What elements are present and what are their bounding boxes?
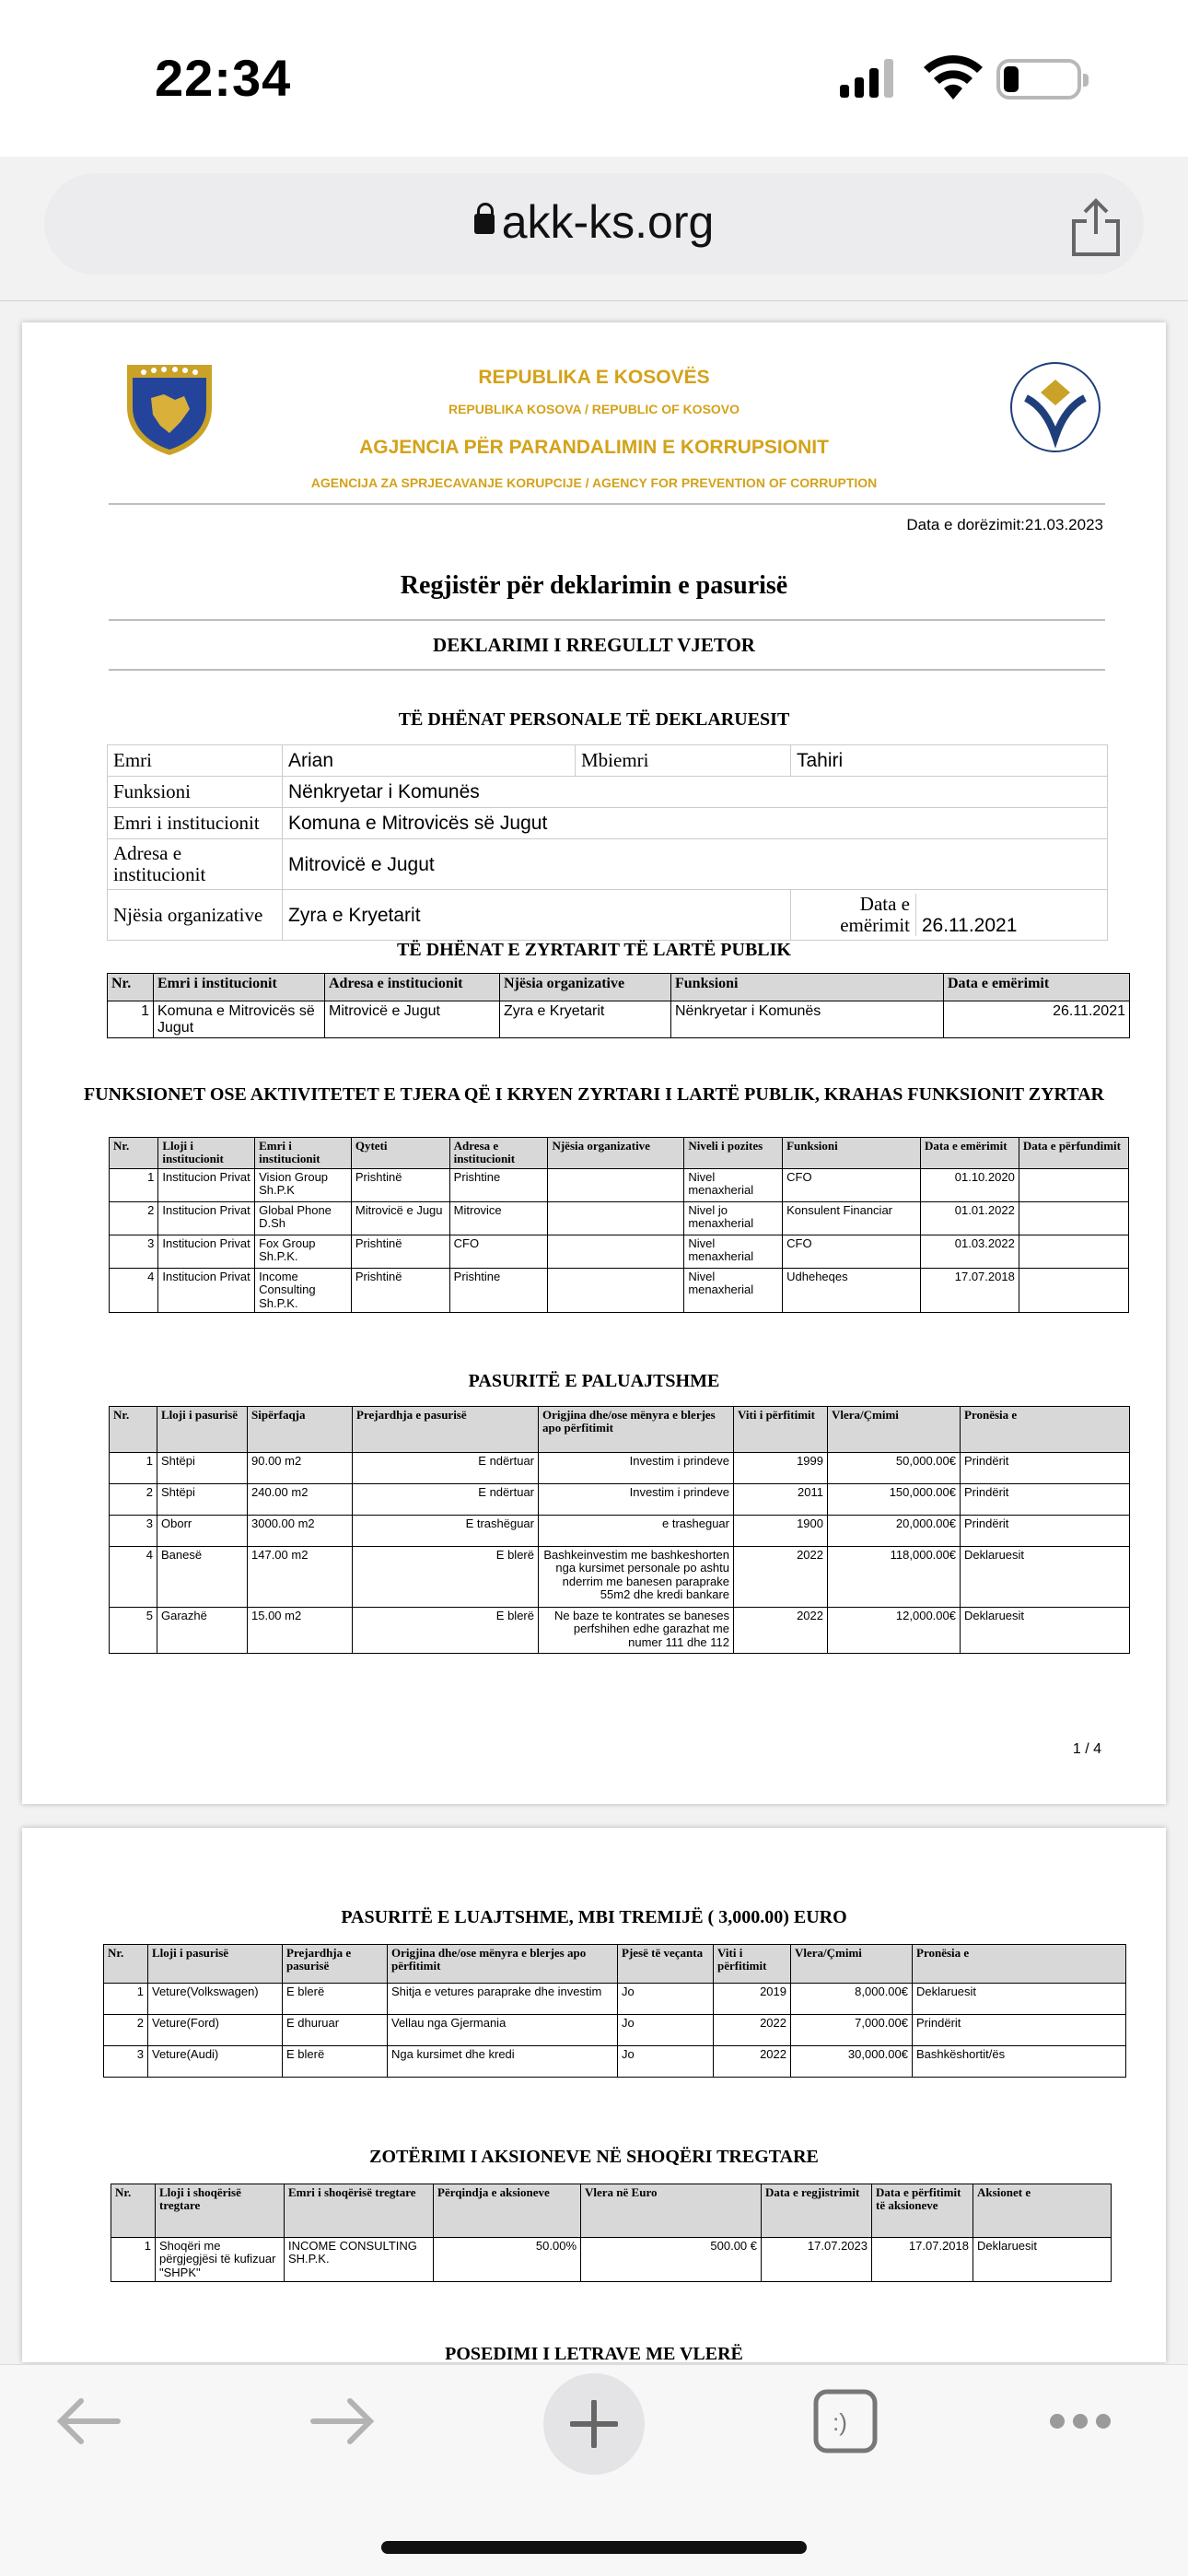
column-header: Nr. xyxy=(111,2184,156,2238)
table-cell: Shitja e vetures paraprake dhe investim xyxy=(388,1984,618,2015)
column-header: Pronësia e xyxy=(961,1407,1130,1453)
table-row xyxy=(108,1001,1130,1038)
table-cell: 3 xyxy=(104,2046,148,2078)
table-cell: CFO xyxy=(783,1169,921,1202)
table-cell: Deklaruesit xyxy=(973,2238,1112,2282)
column-header: Lloji i institucionit xyxy=(158,1138,255,1169)
table-cell: Veture(Audi) xyxy=(148,2046,283,2078)
more-menu-icon[interactable] xyxy=(1048,2412,1112,2430)
table-cell: 240.00 m2 xyxy=(248,1484,353,1516)
table-cell: E trashëguar xyxy=(353,1516,539,1547)
table-cell: 26.11.2021 xyxy=(944,1001,1130,1038)
header-line-1: REPUBLIKA E KOSOVËS xyxy=(478,367,710,388)
table-cell: 2 xyxy=(104,2015,148,2046)
table-cell: 4 xyxy=(110,1269,158,1313)
value-mbiemri: Tahiri xyxy=(791,745,1108,777)
table-cell: 4 xyxy=(110,1547,157,1608)
table-row xyxy=(104,2046,1126,2078)
table-cell: Jo xyxy=(618,2015,714,2046)
table-cell: 5 xyxy=(110,1608,157,1654)
column-header: Data e emërimit xyxy=(921,1138,1019,1169)
table-cell: Nivel menaxherial xyxy=(684,1235,783,1269)
column-header: Lloji i pasurisë xyxy=(157,1407,248,1453)
immovable-section-title: PASURITË E PALUAJTSHME xyxy=(468,1371,720,1391)
pdf-page-1 xyxy=(22,322,1166,1804)
table-cell: E ndërtuar xyxy=(353,1484,539,1516)
column-header: Vlera/Çmimi xyxy=(791,1945,913,1984)
column-header: Nr. xyxy=(104,1945,148,1984)
table-cell: Investim i prindeve xyxy=(539,1453,734,1484)
table-cell: 1900 xyxy=(734,1516,828,1547)
column-header: Emri i shoqërisë tregtare xyxy=(285,2184,434,2238)
wifi-icon xyxy=(924,53,983,100)
value-adresa: Mitrovicë e Jugut xyxy=(283,839,1108,890)
column-header: Vlera/Çmimi xyxy=(828,1407,961,1453)
table-cell: Institucion Privat xyxy=(158,1169,255,1202)
table-cell: Konsulent Financiar xyxy=(783,1202,921,1235)
label-funksioni: Funksioni xyxy=(108,777,283,808)
table-cell: E blerë xyxy=(283,2046,388,2078)
table-cell: 01.01.2022 xyxy=(921,1202,1019,1235)
column-header: Prejardhja e pasurisë xyxy=(283,1945,388,1984)
table-cell: 17.07.2023 xyxy=(762,2238,872,2282)
label-emri: Emri xyxy=(108,745,283,777)
table-cell: 7,000.00€ xyxy=(791,2015,913,2046)
table-cell: 3 xyxy=(110,1516,157,1547)
column-header: Niveli i pozites xyxy=(684,1138,783,1169)
table-cell: 8,000.00€ xyxy=(791,1984,913,2015)
agency-logo-icon xyxy=(1007,359,1103,455)
value-data-emerimit: 26.11.2021 xyxy=(921,915,1018,937)
table-cell: 15.00 m2 xyxy=(248,1608,353,1654)
column-header: Data e regjistrimit xyxy=(762,2184,872,2238)
immovable-table xyxy=(109,1406,1130,1654)
document-subtitle: DEKLARIMI I RREGULLT VJETOR xyxy=(433,634,755,656)
table-cell: 2022 xyxy=(734,1547,828,1608)
header-line-4: AGENCIJA ZA SPRJECAVANJE KORUPCIJE / AGENCY FOR PREVENTION OF CORRUPTION xyxy=(310,475,878,490)
share-icon[interactable] xyxy=(1068,197,1124,258)
column-header: Njësia organizative xyxy=(500,974,671,1001)
table-cell: Nivel menaxherial xyxy=(684,1269,783,1313)
column-header: Përqindja e aksioneve xyxy=(434,2184,581,2238)
table-row xyxy=(110,1269,1129,1313)
value-funksioni: Nënkryetar i Komunës xyxy=(283,777,1108,808)
column-header: Lloji i shoqërisë tregtare xyxy=(156,2184,285,2238)
table-cell: 3 xyxy=(110,1235,158,1269)
personal-section-title: TË DHËNAT PERSONALE TË DEKLARUESIT xyxy=(398,709,790,730)
shares-section-title: ZOTËRIMI I AKSIONEVE NË SHOQËRI TREGTARE xyxy=(369,2147,819,2167)
table-cell: Shtëpi xyxy=(157,1453,248,1484)
official-table xyxy=(107,973,1130,1038)
table-row xyxy=(104,2015,1126,2046)
table-cell: Veture(Ford) xyxy=(148,2015,283,2046)
column-header: Emri i institucionit xyxy=(154,974,325,1001)
url-text: akk-ks.org xyxy=(501,196,715,248)
table-cell: 2011 xyxy=(734,1484,828,1516)
table-cell: Prishtine xyxy=(449,1169,548,1202)
table-row xyxy=(104,1984,1126,2015)
table-cell: Oborr xyxy=(157,1516,248,1547)
table-cell: Mitrovicë e Jugu xyxy=(351,1202,449,1235)
table-cell: Prishtinë xyxy=(351,1235,449,1269)
cellular-signal-icon xyxy=(840,59,897,98)
back-arrow-icon[interactable] xyxy=(55,2395,122,2447)
column-header: Nr. xyxy=(110,1138,158,1169)
lock-icon xyxy=(474,214,495,234)
table-cell: Prindërit xyxy=(961,1516,1130,1547)
clock: 22:34 xyxy=(155,49,292,107)
table-cell: Udheheqes xyxy=(783,1269,921,1313)
battery-icon xyxy=(996,59,1081,100)
table-cell: Shoqëri me përgjegjësi të kufizuar "SHPK" xyxy=(156,2238,285,2282)
column-header: Pronësia e xyxy=(913,1945,1126,1984)
table-cell: Prindërit xyxy=(961,1484,1130,1516)
label-institucioni: Emri i institucionit xyxy=(108,808,283,839)
table-cell xyxy=(548,1269,684,1313)
table-cell: Deklaruesit xyxy=(961,1547,1130,1608)
table-row xyxy=(110,1516,1130,1547)
table-cell: 1999 xyxy=(734,1453,828,1484)
table-cell: 90.00 m2 xyxy=(248,1453,353,1484)
column-header: Njësia organizative xyxy=(548,1138,684,1169)
table-cell: 01.03.2022 xyxy=(921,1235,1019,1269)
column-header: Data e përfundimit xyxy=(1019,1138,1128,1169)
column-header: Vlera në Euro xyxy=(581,2184,762,2238)
column-header: Emri i institucionit xyxy=(255,1138,352,1169)
column-header: Pjesë të veçanta xyxy=(618,1945,714,1984)
table-cell: Jo xyxy=(618,2046,714,2078)
movable-table xyxy=(103,1944,1126,2078)
table-cell: 1 xyxy=(108,1001,154,1038)
next-section-title: POSEDIMI I LETRAVE ME VLERË xyxy=(445,2344,743,2362)
table-cell: Vision Group Sh.P.K xyxy=(255,1169,352,1202)
table-cell: Institucion Privat xyxy=(158,1202,255,1235)
table-cell: Deklaruesit xyxy=(961,1608,1130,1654)
table-cell: 2022 xyxy=(734,1608,828,1654)
column-header: Prejardhja e pasurisë xyxy=(353,1407,539,1453)
table-cell: E blerë xyxy=(283,1984,388,2015)
table-cell: Deklaruesit xyxy=(913,1984,1126,2015)
table-cell xyxy=(548,1235,684,1269)
table-cell: 50.00% xyxy=(434,2238,581,2282)
column-header: Origjina dhe/ose mënyra e blerjes apo përfitimit xyxy=(388,1945,618,1984)
table-cell: Mitrovicë e Jugut xyxy=(325,1001,500,1038)
other-functions-title: FUNKSIONET OSE AKTIVITETET E TJERA QË I KRYEN ZYRTARI I LARTË PUBLIK, KRAHAS FUNKSIONIT ZYRTAR xyxy=(83,1084,1104,1105)
table-cell: 12,000.00€ xyxy=(828,1608,961,1654)
column-header: Viti i përfitimit xyxy=(714,1945,791,1984)
table-cell: Global Phone D.Sh xyxy=(255,1202,352,1235)
table-cell: Bashkëshortit/ës xyxy=(913,2046,1126,2078)
table-cell xyxy=(548,1202,684,1235)
table-cell: Veture(Volkswagen) xyxy=(148,1984,283,2015)
personal-data-table xyxy=(107,744,1108,941)
table-cell: Institucion Privat xyxy=(158,1235,255,1269)
table-cell: Mitrovice xyxy=(449,1202,548,1235)
table-cell: 2022 xyxy=(714,2046,791,2078)
table-cell: 2 xyxy=(110,1202,158,1235)
table-cell: 1 xyxy=(110,1169,158,1202)
table-cell: Investim i prindeve xyxy=(539,1484,734,1516)
table-cell: Nivel menaxherial xyxy=(684,1169,783,1202)
value-njesia: Zyra e Kryetarit xyxy=(283,890,791,941)
table-cell: Banesë xyxy=(157,1547,248,1608)
table-row xyxy=(111,2238,1112,2282)
table-cell: 2019 xyxy=(714,1984,791,2015)
table-cell: 17.07.2018 xyxy=(872,2238,973,2282)
table-cell: 147.00 m2 xyxy=(248,1547,353,1608)
table-cell: 1 xyxy=(110,1453,157,1484)
label-mbiemri: Mbiemri xyxy=(576,745,791,777)
submission-date: Data e dorëzimit:21.03.2023 xyxy=(906,516,1103,533)
header-line-2: REPUBLIKA KOSOVA / REPUBLIC OF KOSOVO xyxy=(448,402,740,416)
table-cell: E dhuruar xyxy=(283,2015,388,2046)
address-bar[interactable] xyxy=(44,173,1144,275)
column-header: Qyteti xyxy=(351,1138,449,1169)
column-header: Origjina dhe/ose mënyra e blerjes apo përfitimit xyxy=(539,1407,734,1453)
table-cell: 2022 xyxy=(714,2015,791,2046)
table-cell: 17.07.2018 xyxy=(921,1269,1019,1313)
official-section-title: TË DHËNAT E ZYRTARIT TË LARTË PUBLIK xyxy=(397,940,791,960)
table-cell: 150,000.00€ xyxy=(828,1484,961,1516)
column-header: Funksioni xyxy=(671,974,944,1001)
header-line-3: AGJENCIA PËR PARANDALIMIN E KORRUPSIONIT xyxy=(359,437,829,458)
table-cell xyxy=(1019,1235,1128,1269)
table-cell: Nga kursimet dhe kredi xyxy=(388,2046,618,2078)
table-cell: Prishtine xyxy=(449,1269,548,1313)
table-cell: Vellau nga Gjermania xyxy=(388,2015,618,2046)
table-cell: 1 xyxy=(111,2238,156,2282)
table-cell: 20,000.00€ xyxy=(828,1516,961,1547)
table-cell: 50,000.00€ xyxy=(828,1453,961,1484)
table-cell: Komuna e Mitrovicës së Jugut xyxy=(154,1001,325,1038)
table-cell: Nivel jo menaxherial xyxy=(684,1202,783,1235)
movable-section-title: PASURITË E LUAJTSHME, MBI TREMIJË ( 3,000.00) EURO xyxy=(341,1907,847,1927)
table-cell: 500.00 € xyxy=(581,2238,762,2282)
table-row xyxy=(110,1453,1130,1484)
value-institucioni: Komuna e Mitrovicës së Jugut xyxy=(283,808,1108,839)
pdf-page-2 xyxy=(22,1828,1166,2362)
column-header: Sipërfaqja xyxy=(248,1407,353,1453)
home-indicator xyxy=(381,2541,807,2554)
table-cell: 01.10.2020 xyxy=(921,1169,1019,1202)
label-njesia: Njësia organizative xyxy=(108,890,283,941)
table-cell: 3000.00 m2 xyxy=(248,1516,353,1547)
table-cell: Prishtinë xyxy=(351,1269,449,1313)
value-emri: Arian xyxy=(283,745,576,777)
column-header: Adresa e institucionit xyxy=(325,974,500,1001)
table-cell: CFO xyxy=(783,1235,921,1269)
label-adresa: Adresa e institucionit xyxy=(108,839,283,890)
table-row xyxy=(110,1169,1129,1202)
table-cell: Bashkeinvestim me bashkeshorten nga kursimet personale po ashtu nderrim me banesen paraprake 55m2 dhe kredi bankare xyxy=(539,1547,734,1608)
table-cell xyxy=(1019,1202,1128,1235)
svg-text::): :) xyxy=(833,2408,847,2436)
column-header: Aksionet e xyxy=(973,2184,1112,2238)
forward-arrow-icon[interactable] xyxy=(309,2395,376,2447)
new-tab-button[interactable] xyxy=(543,2373,645,2475)
table-row xyxy=(110,1547,1130,1608)
table-cell xyxy=(1019,1269,1128,1313)
plus-icon xyxy=(570,2400,618,2448)
shares-table xyxy=(111,2184,1112,2282)
table-row xyxy=(110,1202,1129,1235)
table-cell: 30,000.00€ xyxy=(791,2046,913,2078)
column-header: Lloji i pasurisë xyxy=(148,1945,283,1984)
table-cell: Prindërit xyxy=(961,1453,1130,1484)
table-cell: E ndërtuar xyxy=(353,1453,539,1484)
table-cell: Income Consulting Sh.P.K. xyxy=(255,1269,352,1313)
table-row xyxy=(110,1235,1129,1269)
table-cell: Ne baze te kontrates se baneses perfshihen edhe garazhat me numer 111 dhe 112 xyxy=(539,1608,734,1654)
column-header: Data e përfitimit të aksioneve xyxy=(872,2184,973,2238)
column-header: Adresa e institucionit xyxy=(449,1138,548,1169)
table-cell: Jo xyxy=(618,1984,714,2015)
other-functions-table xyxy=(109,1137,1129,1313)
table-cell: E blerë xyxy=(353,1608,539,1654)
column-header: Nr. xyxy=(108,974,154,1001)
document-title: Regjistër për deklarimin e pasurisë xyxy=(400,571,788,600)
table-cell: Institucion Privat xyxy=(158,1269,255,1313)
table-cell: Garazhë xyxy=(157,1608,248,1654)
table-cell: 2 xyxy=(110,1484,157,1516)
label-data-emerimit: Data e emërimit xyxy=(797,894,916,936)
table-cell: Nënkryetar i Komunës xyxy=(671,1001,944,1038)
table-cell: e trasheguar xyxy=(539,1516,734,1547)
table-cell: Shtëpi xyxy=(157,1484,248,1516)
table-cell: CFO xyxy=(449,1235,548,1269)
column-header: Nr. xyxy=(110,1407,157,1453)
table-row xyxy=(110,1484,1130,1516)
column-header: Funksioni xyxy=(783,1138,921,1169)
table-cell: Zyra e Kryetarit xyxy=(500,1001,671,1038)
table-cell: 118,000.00€ xyxy=(828,1547,961,1608)
column-header: Viti i përfitimit xyxy=(734,1407,828,1453)
table-cell: INCOME CONSULTING SH.P.K. xyxy=(285,2238,434,2282)
table-cell: Prishtinë xyxy=(351,1169,449,1202)
table-cell: 1 xyxy=(104,1984,148,2015)
table-cell: E blerë xyxy=(353,1547,539,1608)
table-cell: Prindërit xyxy=(913,2015,1126,2046)
table-cell xyxy=(1019,1169,1128,1202)
tabs-overview-icon[interactable] xyxy=(812,2388,879,2454)
status-bar xyxy=(0,0,1188,157)
table-cell xyxy=(548,1169,684,1202)
table-row xyxy=(110,1608,1130,1654)
page-number: 1 / 4 xyxy=(1072,1741,1101,1757)
table-cell: Fox Group Sh.P.K. xyxy=(255,1235,352,1269)
column-header: Data e emërimit xyxy=(944,974,1130,1001)
